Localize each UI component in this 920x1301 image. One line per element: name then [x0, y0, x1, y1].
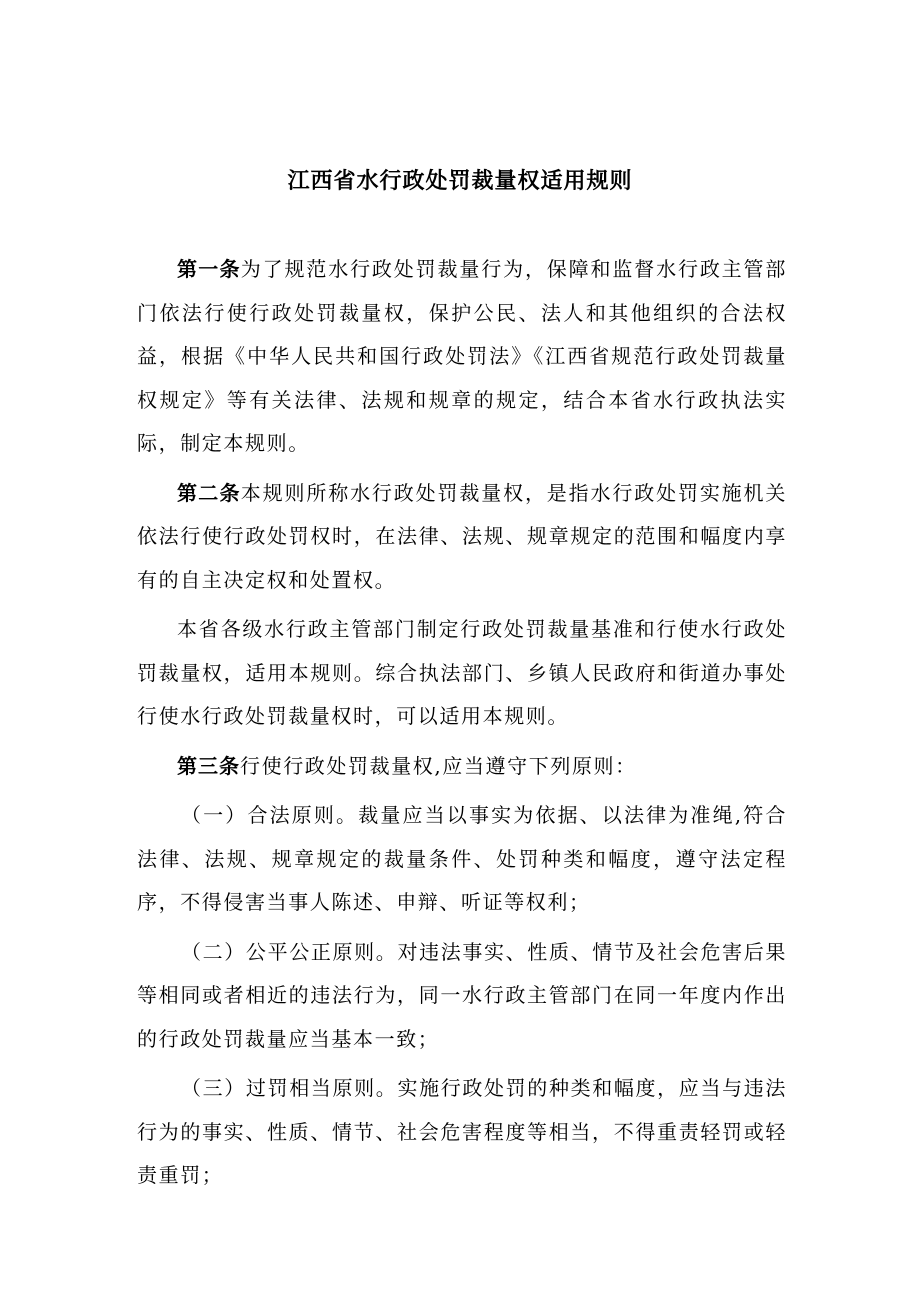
article-number: 第三条	[177, 753, 240, 778]
document-body	[137, 248, 787, 1204]
article-number: 第一条	[177, 257, 241, 281]
paragraph-text: 本省各级水行政主管部门制定行政处罚裁量基准和行使水行政处罚裁量权，适用本规则。综合执法部门、乡镇人民政府和街道办事处行使水行政处罚裁量权时，可以适用本规则。	[137, 617, 787, 728]
principle-item-1	[137, 794, 787, 925]
principle-item-3	[137, 1067, 787, 1198]
paragraph-text: （一）合法原则。裁量应当以事实为依据、以法律为准绳,符合法律、法规、规章规定的裁量条件、处罚种类和幅度，遵守法定程序，不得侵害当事人陈述、申辩、听证等权利；	[137, 803, 787, 914]
article-number: 第二条	[177, 480, 241, 505]
paragraph-text: 本规则所称水行政处罚裁量权，是指水行政处罚实施机关依法行使行政处罚权时，在法律、法规、规章规定的范围和幅度内享有的自主决定权和处置权。	[137, 480, 788, 592]
paragraph-text: 为了规范水行政处罚裁量行为，保障和监督水行政主管部门依法行使行政处罚裁量权，保护公民、法人和其他组织的合法权益，根据《中华人民共和国行政处罚法》《江西省规范行政处罚裁量权规定》等有关法律、法规和规章的规定，结合本省水行政执法实际，制定本规则。	[137, 257, 788, 455]
principle-item-2	[137, 931, 787, 1062]
article-2-scope-paragraph	[137, 608, 787, 739]
paragraph-text: 行使行政处罚裁量权,应当遵守下列原则：	[240, 753, 637, 778]
document-title: 江西省水行政处罚裁量权适用规则	[287, 168, 633, 194]
article-1-paragraph	[137, 248, 787, 466]
article-2-paragraph	[137, 472, 787, 603]
paragraph-text: （二）公平公正原则。对违法事实、性质、情节及社会危害后果等相同或者相近的违法行为，同一水行政主管部门在同一年度内作出的行政处罚裁量应当基本一致；	[137, 939, 787, 1051]
paragraph-text: （三）过罚相当原则。实施行政处罚的种类和幅度，应当与违法行为的事实、性质、情节、社会危害程度等相当，不得重责轻罚或轻责重罚；	[137, 1076, 787, 1187]
article-3-paragraph	[137, 745, 787, 789]
